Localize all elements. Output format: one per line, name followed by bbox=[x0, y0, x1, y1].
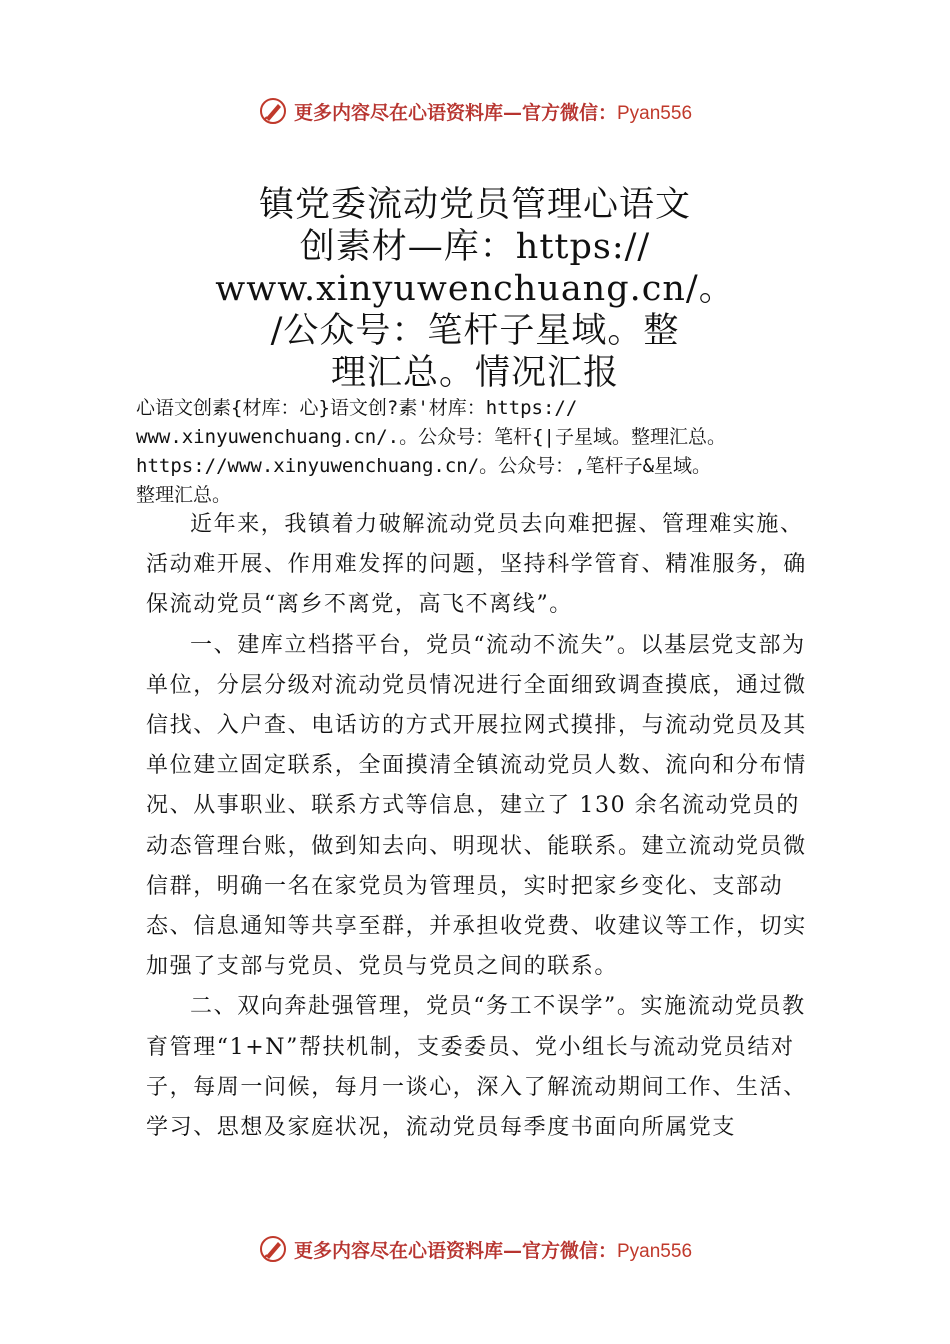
title-line: /公众号：笔杆子星域。整 bbox=[270, 311, 680, 351]
source-line: https://www.xinyuwenchuang.cn/。公众号：,笔杆子&星域。 bbox=[136, 455, 712, 477]
title-line: 创素材—库：https:// bbox=[299, 227, 651, 267]
document-body bbox=[146, 505, 822, 1148]
source-notice bbox=[136, 394, 856, 510]
watermark-main: 更多内容尽在心语资料库—官方微信： bbox=[293, 1239, 617, 1262]
watermark-wechat-id: Pyan556 bbox=[617, 102, 693, 124]
source-line: 整理汇总。 bbox=[136, 484, 232, 506]
pen-logo-icon bbox=[258, 1234, 288, 1264]
footer-watermark bbox=[0, 1234, 950, 1264]
title-line: www.xinyuwenchuang.cn/。 bbox=[215, 269, 735, 309]
title-line: 镇党委流动党员管理心语文 bbox=[258, 185, 691, 225]
paragraph-section-1: 一、建库立档搭平台，党员“流动不流失”。以基层党支部为单位，分层分级对流动党员情况进行全面细致调查摸底，通过微信找、入户查、电话访的方式开展拉网式摸排，与流动党员及其单位建立固定联系，全面摸清全镇流动党员人数、流向和分布情况、从事职业、联系方式等信息，建立了 130 余名流动党员的动态管理台账，做到知去向、明现状、能联系。建立流动党员微信群，明确一名在家党员为管理员，实时把家乡变化、支部动态、信息通知等共享至群，并承担收党费、收建议等工作，切实加强了支部与党员、党员与党员之间的联系。 bbox=[146, 632, 807, 980]
header-watermark bbox=[0, 96, 950, 126]
source-line: 心语文创素{材库：心}语文创?素'材库：https:// bbox=[136, 397, 578, 419]
watermark-text bbox=[294, 1236, 692, 1263]
title-line: 理汇总。情况汇报 bbox=[330, 353, 619, 393]
paragraph-section-2: 二、双向奔赴强管理，党员“务工不误学”。实施流动党员教育管理“1+N”帮扶机制，支委委员、党小组长与流动党员结对子，每周一问候，每月一谈心，深入了解流动期间工作、生活、学习、思想及家庭状况，流动党员每季度书面向所属党支 bbox=[146, 994, 807, 1141]
watermark-wechat-id: Pyan556 bbox=[617, 1240, 693, 1262]
source-line: www.xinyuwenchuang.cn/.。公众号：笔杆{|子星域。整理汇总。 bbox=[136, 426, 726, 448]
document-title bbox=[160, 184, 790, 394]
pen-logo-icon bbox=[258, 96, 288, 126]
watermark-text bbox=[294, 98, 692, 125]
watermark-main: 更多内容尽在心语资料库—官方微信： bbox=[293, 101, 617, 124]
paragraph-intro: 近年来，我镇着力破解流动党员去向难把握、管理难实施、活动难开展、作用难发挥的问题，坚持科学管育、精准服务，确保流动党员“离乡不离党，高飞不离线”。 bbox=[146, 512, 807, 618]
